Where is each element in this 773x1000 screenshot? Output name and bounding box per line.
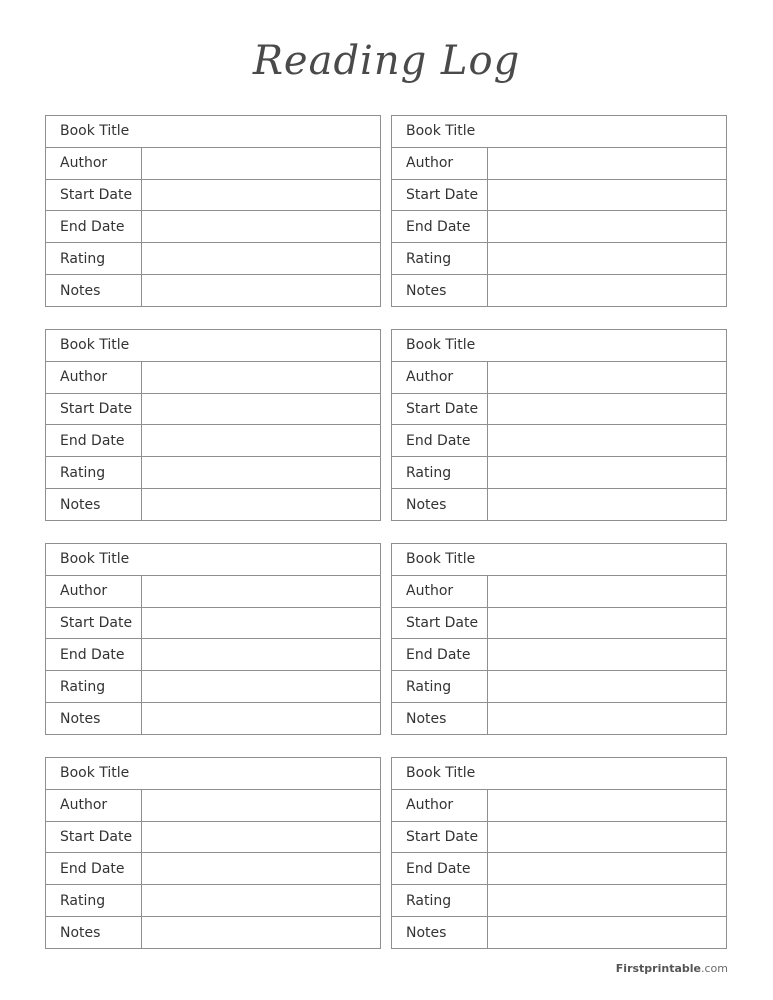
author-row [392, 362, 726, 394]
end-date-label: End Date [46, 425, 142, 456]
rating-row [46, 671, 380, 703]
notes-row [46, 275, 380, 306]
start-date-label: Start Date [392, 608, 488, 639]
end-date-row [46, 853, 380, 885]
book-title-row[interactable] [46, 330, 380, 362]
notes-label: Notes [392, 917, 488, 948]
start-date-field[interactable] [142, 180, 380, 211]
end-date-row [392, 853, 726, 885]
rating-field[interactable] [488, 885, 726, 916]
book-title-field[interactable] [129, 758, 380, 789]
end-date-label: End Date [46, 211, 142, 242]
author-field[interactable] [488, 790, 726, 821]
book-entry-card [391, 115, 727, 307]
author-label: Author [46, 576, 142, 607]
end-date-label: End Date [46, 639, 142, 670]
end-date-field[interactable] [142, 425, 380, 456]
start-date-row [392, 394, 726, 426]
reading-log-grid [45, 115, 727, 949]
notes-row [46, 489, 380, 520]
book-title-row[interactable] [392, 758, 726, 790]
end-date-row [392, 639, 726, 671]
rating-label: Rating [392, 457, 488, 488]
rating-field[interactable] [142, 243, 380, 274]
notes-label: Notes [46, 703, 142, 734]
author-field[interactable] [488, 576, 726, 607]
end-date-field[interactable] [488, 425, 726, 456]
book-entry-card [391, 757, 727, 949]
start-date-label: Start Date [46, 394, 142, 425]
end-date-field[interactable] [488, 639, 726, 670]
book-entry-card [45, 329, 381, 521]
notes-field[interactable] [488, 917, 726, 948]
end-date-label: End Date [46, 853, 142, 884]
start-date-row [46, 180, 380, 212]
notes-field[interactable] [142, 275, 380, 306]
book-entry-card [391, 543, 727, 735]
rating-field[interactable] [488, 457, 726, 488]
end-date-row [392, 425, 726, 457]
book-title-row[interactable] [392, 116, 726, 148]
start-date-row [46, 394, 380, 426]
start-date-field[interactable] [488, 608, 726, 639]
author-row [392, 790, 726, 822]
footer-credit [616, 962, 728, 975]
rating-row [392, 243, 726, 275]
notes-row [46, 703, 380, 734]
rating-field[interactable] [142, 885, 380, 916]
start-date-field[interactable] [488, 180, 726, 211]
author-label: Author [392, 790, 488, 821]
book-title-field[interactable] [475, 330, 726, 361]
notes-row [392, 489, 726, 520]
end-date-label: End Date [392, 211, 488, 242]
rating-label: Rating [46, 457, 142, 488]
notes-field[interactable] [142, 917, 380, 948]
rating-label: Rating [46, 243, 142, 274]
notes-label: Notes [392, 275, 488, 306]
book-title-row[interactable] [46, 544, 380, 576]
start-date-field[interactable] [488, 822, 726, 853]
book-title-field[interactable] [475, 758, 726, 789]
notes-row [392, 703, 726, 734]
book-title-label: Book Title [60, 337, 130, 354]
notes-row [392, 917, 726, 948]
author-row [46, 790, 380, 822]
end-date-row [46, 425, 380, 457]
footer-brand: Firstprintable [615, 962, 701, 975]
footer-suffix: .com [701, 962, 728, 975]
notes-row [46, 917, 380, 948]
rating-row [392, 885, 726, 917]
end-date-field[interactable] [142, 639, 380, 670]
start-date-row [392, 180, 726, 212]
book-title-label: Book Title [60, 765, 130, 782]
rating-field[interactable] [142, 457, 380, 488]
start-date-label: Start Date [46, 180, 142, 211]
rating-label: Rating [392, 885, 488, 916]
book-title-field[interactable] [129, 116, 380, 147]
notes-field[interactable] [488, 703, 726, 734]
book-title-label: Book Title [406, 337, 476, 354]
author-label: Author [392, 576, 488, 607]
notes-label: Notes [46, 489, 142, 520]
end-date-row [392, 211, 726, 243]
rating-field[interactable] [142, 671, 380, 702]
start-date-field[interactable] [142, 608, 380, 639]
rating-label: Rating [46, 671, 142, 702]
notes-field[interactable] [488, 489, 726, 520]
notes-field[interactable] [488, 275, 726, 306]
rating-label: Rating [392, 243, 488, 274]
author-field[interactable] [142, 362, 380, 393]
book-title-row[interactable] [392, 330, 726, 362]
end-date-field[interactable] [142, 211, 380, 242]
notes-row [392, 275, 726, 306]
author-label: Author [392, 148, 488, 179]
book-entry-card [45, 543, 381, 735]
author-label: Author [46, 362, 142, 393]
start-date-row [392, 822, 726, 854]
rating-label: Rating [46, 885, 142, 916]
book-title-label: Book Title [60, 123, 130, 140]
end-date-field[interactable] [488, 211, 726, 242]
book-title-field[interactable] [129, 330, 380, 361]
book-entry-card [45, 757, 381, 949]
start-date-row [46, 608, 380, 640]
start-date-label: Start Date [392, 180, 488, 211]
rating-row [46, 457, 380, 489]
start-date-row [392, 608, 726, 640]
book-title-label: Book Title [406, 123, 476, 140]
rating-row [46, 885, 380, 917]
page-title: Reading Log [252, 38, 521, 84]
book-title-label: Book Title [406, 765, 476, 782]
start-date-field[interactable] [142, 394, 380, 425]
book-title-row[interactable] [46, 116, 380, 148]
author-field[interactable] [142, 148, 380, 179]
notes-label: Notes [392, 703, 488, 734]
author-row [392, 576, 726, 608]
end-date-row [46, 211, 380, 243]
book-title-field[interactable] [475, 116, 726, 147]
notes-label: Notes [46, 917, 142, 948]
book-title-label: Book Title [60, 551, 130, 568]
rating-label: Rating [392, 671, 488, 702]
author-label: Author [392, 362, 488, 393]
start-date-label: Start Date [392, 822, 488, 853]
rating-row [392, 457, 726, 489]
author-label: Author [46, 790, 142, 821]
book-title-row[interactable] [46, 758, 380, 790]
author-field[interactable] [142, 576, 380, 607]
rating-row [392, 671, 726, 703]
book-entry-card [391, 329, 727, 521]
book-title-row[interactable] [392, 544, 726, 576]
author-field[interactable] [142, 790, 380, 821]
start-date-field[interactable] [142, 822, 380, 853]
notes-field[interactable] [142, 489, 380, 520]
rating-field[interactable] [488, 671, 726, 702]
author-row [392, 148, 726, 180]
end-date-label: End Date [392, 853, 488, 884]
end-date-row [46, 639, 380, 671]
notes-field[interactable] [142, 703, 380, 734]
author-field[interactable] [488, 148, 726, 179]
end-date-field[interactable] [488, 853, 726, 884]
book-title-label: Book Title [406, 551, 476, 568]
author-field[interactable] [488, 362, 726, 393]
author-row [46, 148, 380, 180]
start-date-label: Start Date [392, 394, 488, 425]
start-date-label: Start Date [46, 608, 142, 639]
book-title-field[interactable] [129, 544, 380, 575]
book-entry-card [45, 115, 381, 307]
author-row [46, 576, 380, 608]
start-date-row [46, 822, 380, 854]
author-row [46, 362, 380, 394]
book-title-field[interactable] [475, 544, 726, 575]
notes-label: Notes [46, 275, 142, 306]
start-date-field[interactable] [488, 394, 726, 425]
end-date-label: End Date [392, 425, 488, 456]
start-date-label: Start Date [46, 822, 142, 853]
rating-field[interactable] [488, 243, 726, 274]
notes-label: Notes [392, 489, 488, 520]
rating-row [46, 243, 380, 275]
end-date-field[interactable] [142, 853, 380, 884]
author-label: Author [46, 148, 142, 179]
end-date-label: End Date [392, 639, 488, 670]
